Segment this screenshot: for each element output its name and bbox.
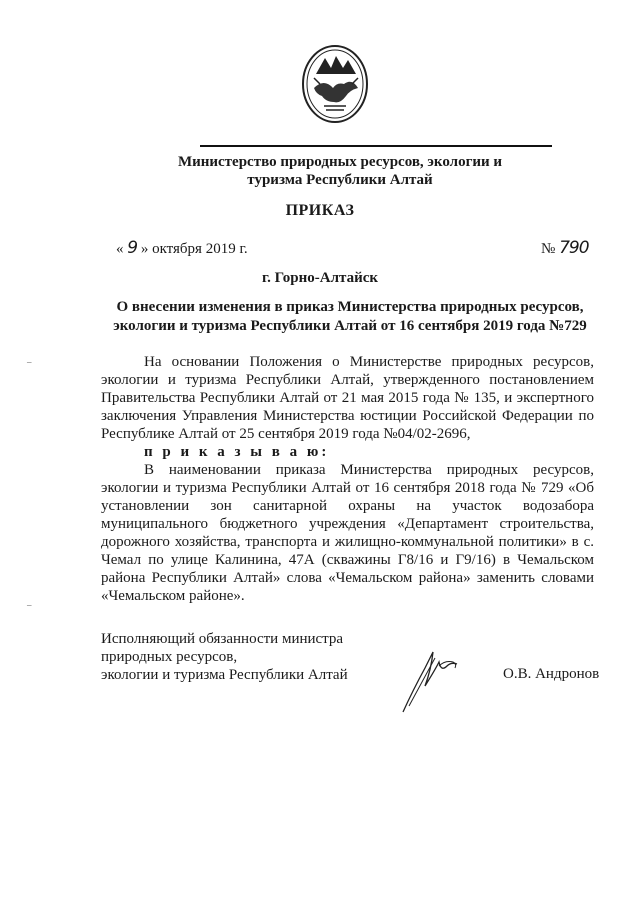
position-line1: Исполняющий обязанности министра [101, 631, 344, 647]
order-subject [100, 298, 600, 336]
margin-mark: – [27, 600, 32, 610]
document-title: ПРИКАЗ [285, 202, 355, 219]
signatory-name: О.В. Андронов [503, 666, 600, 682]
number-sign: № [541, 241, 556, 257]
date-open-quote: « [116, 241, 124, 257]
ministry-name [140, 153, 540, 189]
position-line3: экологии и туризма Республики Алтай [101, 667, 348, 683]
subject-line1: О внесении изменения в приказ Министерства природных ресурсов, [116, 299, 584, 315]
margin-mark: – [27, 357, 32, 367]
order-paragraph: В наименовании приказа Министерства природных ресурсов, экологии и туризма Республики Алтай от 16 сентября 2018 года № 729 «Об установлении зон санитарной охраны на участок водозабора муниципального бюджетного учреждения «Департамент строительства, дорожного хозяйства, транспорта и жилищно-коммунальной политики» в с. Чемал по улице Калинина, 47А (скважины Г8/16 и Г9/16) в Чемальском района Республики Алтай» слова «Чемальском района» заменить словами «Чемальском районе». [101, 462, 594, 604]
date-month-year: » октября 2019 г. [140, 241, 248, 257]
altai-republic-emblem [300, 44, 370, 124]
order-date [116, 238, 248, 258]
subject-line2: экологии и туризма Республики Алтай от 16 сентября 2019 года №729 [113, 318, 587, 334]
ministry-name-line2: туризма Республики Алтай [247, 172, 433, 188]
position-line2: природных ресурсов, [101, 649, 238, 665]
handwritten-signature [395, 640, 475, 720]
ministry-name-line1: Министерство природных ресурсов, экологии и [177, 154, 503, 170]
preamble-paragraph: На основании Положения о Министерстве природных ресурсов, экологии и туризма Республики Алтай, утвержденного постановлением Правительства Республики Алтай от 21 мая 2015 года № 135, и экспертного заключения Управления Министерства юстиции Российской Федерации по Республике Алтай от 25 сентября 2019 года №04/02-2696, [101, 354, 594, 442]
order-number [541, 238, 589, 258]
city-name: г. Горно-Алтайск [261, 270, 379, 286]
order-body [101, 353, 594, 605]
number-value-handwritten: 790 [559, 238, 589, 258]
date-day-handwritten: 9 [127, 238, 138, 258]
signatory-position [101, 630, 401, 684]
order-directive-word: п р и к а з ы в а ю: [144, 444, 330, 460]
header-rule [200, 145, 552, 147]
